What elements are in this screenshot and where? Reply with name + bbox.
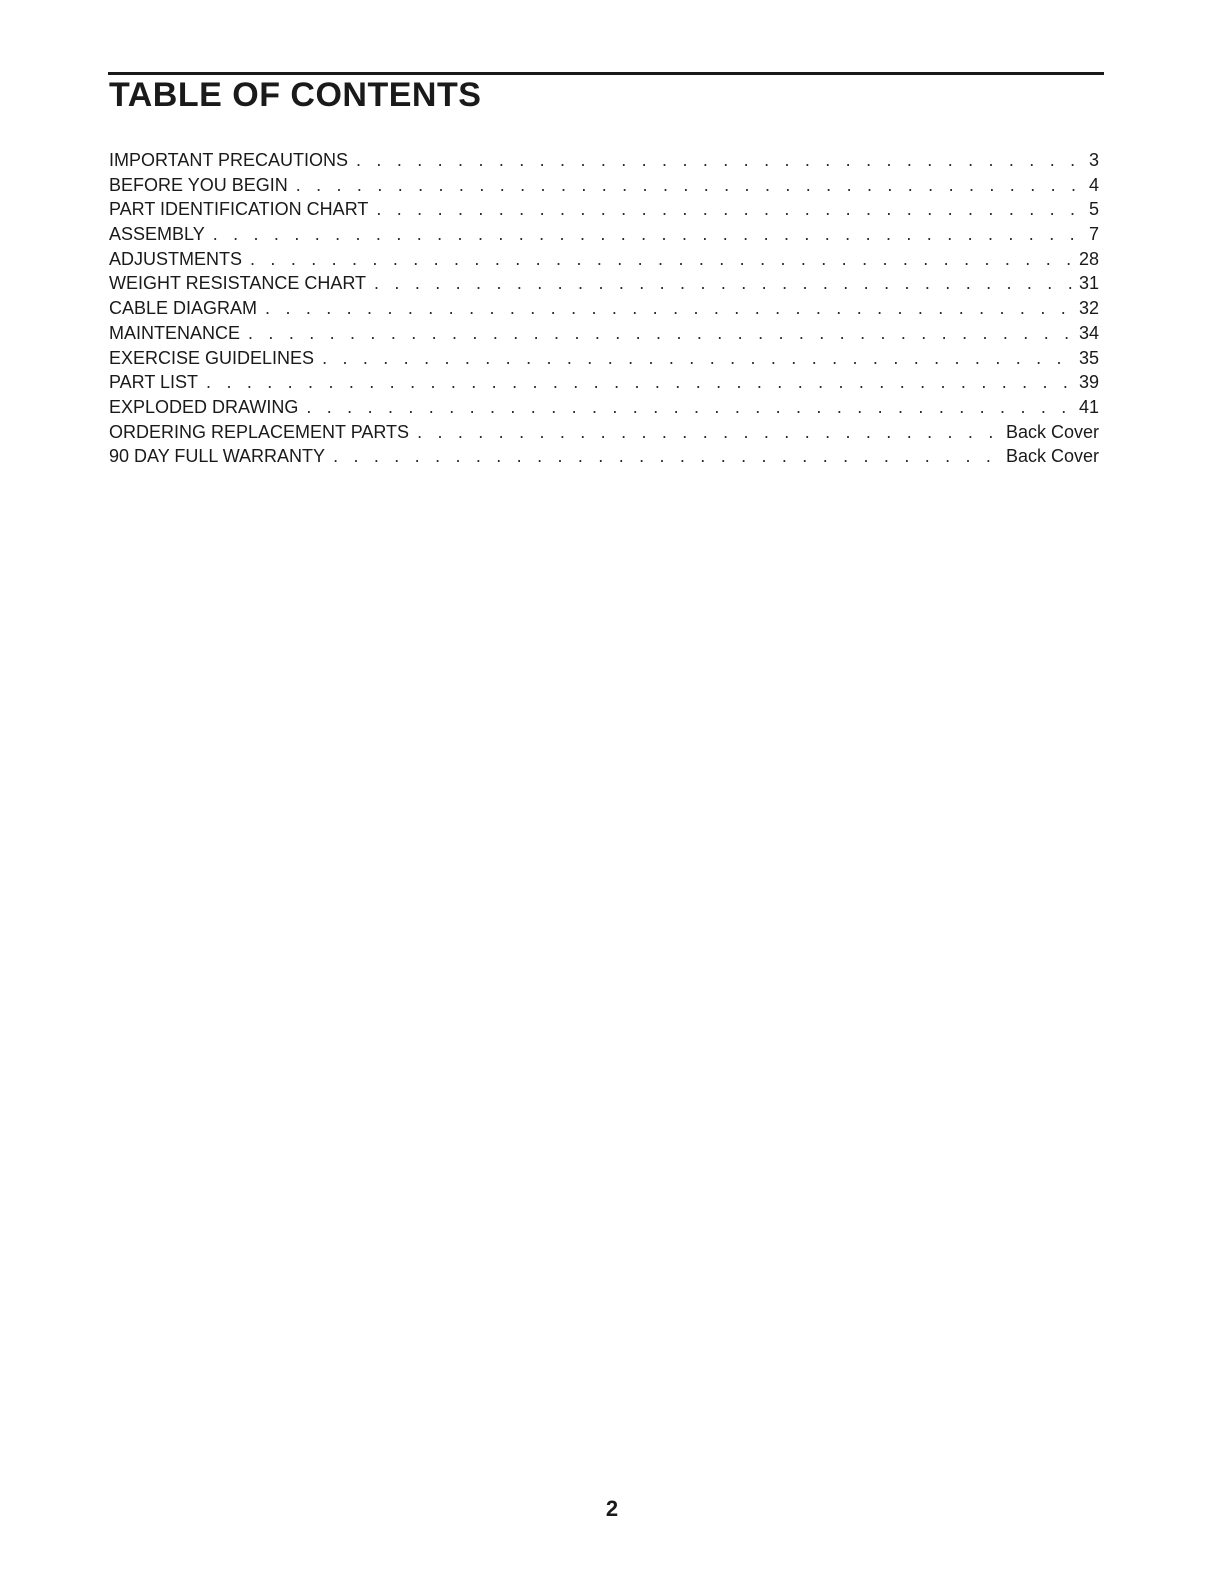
toc-entry-label: WEIGHT RESISTANCE CHART: [109, 273, 367, 294]
toc-dot-leader: [374, 271, 1077, 296]
toc-dot-leader: [296, 173, 1087, 198]
toc-dot-leader: [265, 296, 1077, 321]
toc-dot-leader: [417, 420, 1004, 445]
toc-entry-label: 90 DAY FULL WARRANTY: [109, 446, 326, 467]
toc-entry-before-you-begin: [109, 173, 1099, 198]
toc-entry-part-identification-chart: [109, 197, 1099, 222]
toc-entry-page: Back Cover: [1005, 446, 1099, 467]
toc-entry-part-list: [109, 370, 1099, 395]
toc-entry-page: 7: [1088, 224, 1099, 245]
toc-entry-cable-diagram: [109, 296, 1099, 321]
toc-entry-label: IMPORTANT PRECAUTIONS: [109, 150, 349, 170]
toc-dot-leader: [306, 395, 1077, 420]
toc-entry-page: 41: [1078, 396, 1099, 417]
toc-entry-page: 28: [1078, 248, 1099, 269]
toc-entry-90-day-full-warranty: [109, 444, 1099, 469]
toc-entry-label: EXERCISE GUIDELINES: [109, 347, 315, 368]
toc-dot-leader: [206, 370, 1077, 395]
toc-entry-label: EXPLODED DRAWING: [109, 396, 299, 417]
toc-entry-page: 4: [1088, 174, 1099, 195]
toc-entry-exercise-guidelines: [109, 346, 1099, 371]
toc-entry-assembly: [109, 222, 1099, 247]
toc-entry-page: 34: [1078, 322, 1099, 343]
toc-entry-page: 31: [1078, 273, 1099, 294]
toc-entry-page: 39: [1078, 372, 1099, 393]
toc-dot-leader: [333, 444, 1004, 469]
toc-entry-label: PART IDENTIFICATION CHART: [109, 199, 369, 220]
toc-entry-label: ORDERING REPLACEMENT PARTS: [109, 421, 410, 442]
toc-entry-label: ADJUSTMENTS: [109, 248, 243, 269]
toc-entry-label: PART LIST: [109, 372, 199, 393]
toc-entry-important-precautions: [109, 148, 1099, 173]
toc-entry-maintenance: [109, 321, 1099, 346]
toc-entry-page: 5: [1088, 199, 1099, 220]
title-rule: [108, 72, 1104, 75]
table-of-contents: [109, 148, 1099, 469]
toc-dot-leader: [376, 197, 1087, 222]
toc-entry-ordering-replacement-parts: [109, 420, 1099, 445]
toc-dot-leader: [250, 247, 1077, 272]
toc-entry-label: MAINTENANCE: [109, 322, 241, 343]
toc-entry-label: BEFORE YOU BEGIN: [109, 174, 288, 195]
toc-entry-page: 35: [1078, 347, 1099, 368]
page-number: 2: [605, 1496, 619, 1521]
toc-entry-page: 32: [1078, 298, 1099, 319]
toc-entry-label: CABLE DIAGRAM: [109, 298, 258, 319]
toc-entry-page: 3: [1088, 150, 1099, 170]
toc-dot-leader: [213, 222, 1087, 247]
page-title: TABLE OF CONTENTS: [109, 76, 482, 114]
toc-dot-leader: [248, 321, 1077, 346]
toc-entry-weight-resistance-chart: [109, 271, 1099, 296]
toc-dot-leader: [322, 346, 1077, 371]
toc-entry-page: Back Cover: [1005, 421, 1099, 442]
toc-dot-leader: [356, 148, 1087, 173]
toc-entry-label: ASSEMBLY: [109, 224, 205, 245]
toc-entry-adjustments: [109, 247, 1099, 272]
toc-entry-exploded-drawing: [109, 395, 1099, 420]
